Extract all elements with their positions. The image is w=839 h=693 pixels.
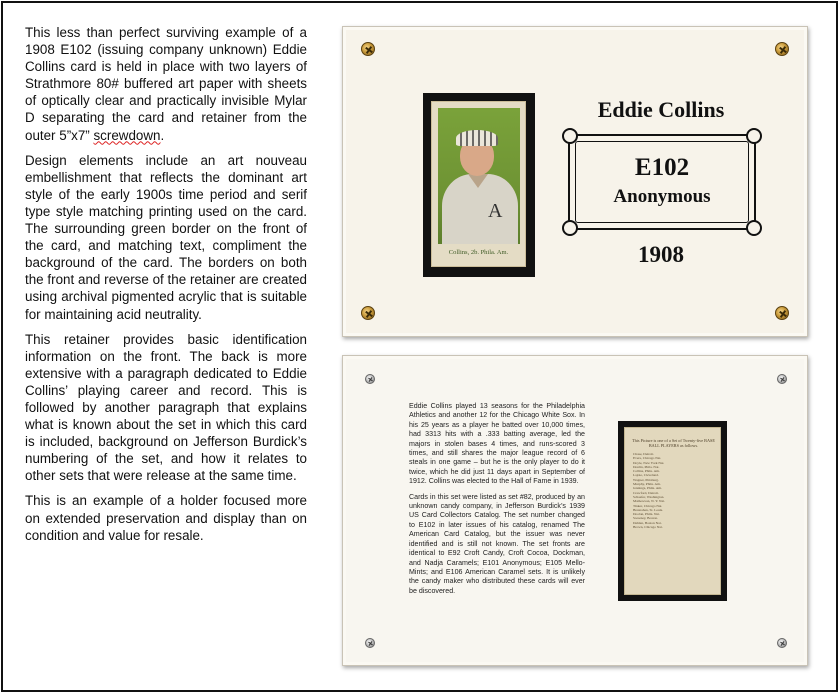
screw-icon xyxy=(775,306,789,320)
list-item: Crawford, Detroit. xyxy=(633,490,659,495)
list-item: Wagner, Pittsburg. xyxy=(633,477,659,482)
list-item: Murphy, Phila. Am. xyxy=(633,482,661,487)
issuer: Anonymous xyxy=(613,186,711,207)
screw-icon xyxy=(777,374,787,384)
list-item: Collins, Phila. Am. xyxy=(633,469,660,474)
player-name: Eddie Collins xyxy=(597,97,725,122)
list-item: Mathewson, N. Y. Nat. xyxy=(633,499,665,504)
card-front-frame xyxy=(423,93,535,277)
label-box xyxy=(568,134,756,230)
card-caption: Collins, 2b. Phila. Am. xyxy=(448,249,509,256)
back-text xyxy=(409,402,585,602)
list-item: Dahlen, Boston Nat. xyxy=(633,520,662,525)
list-item: Bresnahan, St. Louis. xyxy=(633,507,664,512)
list-item: Lajoie, Cleveland. xyxy=(633,473,659,478)
card-back-heading: This Picture is one of a Set of Twenty-five BASE BALL PLAYERS as follows. xyxy=(632,438,715,448)
description-paragraph: This is an example of a holder focused more on extended preservation and display than on condition and value for resale. xyxy=(25,493,307,543)
holder-front xyxy=(342,26,808,337)
list-item: Doyle, New York Nat. xyxy=(633,460,665,465)
screw-icon xyxy=(775,42,789,56)
list-item: Brown, Chicago Nat. xyxy=(633,525,663,530)
list-item: Donlin, Phila. Nat. xyxy=(633,464,660,469)
list-item: Jennings, Phila. Am. xyxy=(633,486,662,491)
card-back-list xyxy=(633,452,717,529)
list-item: Evers, Chicago Nat. xyxy=(633,456,662,461)
underlined-word: screwdown xyxy=(93,127,161,143)
card-front xyxy=(431,101,526,267)
screw-icon xyxy=(365,638,375,648)
description-paragraph: Design elements include an art nouveau embellishment that reflects the dominant art style of the early 1900s time period and serif type style matching printing used on the card. The surrounding green border on the front of the card, and matching text, compliment the background of the card. The borders on both the front and reverse of the retainer are created using archival pigmented acrylic that is suitable for maintaining acid neutrality. xyxy=(25,152,307,322)
screw-icon xyxy=(365,374,375,384)
list-item: Schaefer, Washington. xyxy=(633,494,665,499)
year: 1908 xyxy=(638,242,684,267)
card-back-frame xyxy=(618,421,727,601)
list-item: Tinker, Chicago Nat. xyxy=(633,503,663,508)
card-back xyxy=(624,427,721,595)
description-paragraph: This retainer provides basic identification information on the front. The back is more extensive with a paragraph dedicated to Eddie Collins’ playing career and record. This is followed by another paragraph that explains what is known about the set in which this card is included, background on Jefferson Burdick’s numbering of the set, and how it relates to other sets that were release at the same time. xyxy=(25,331,307,484)
description-text xyxy=(25,24,307,552)
player-portrait: A xyxy=(438,108,520,244)
screw-icon xyxy=(361,42,375,56)
list-item: Sweeney, Boston. xyxy=(633,516,658,521)
screw-icon xyxy=(361,306,375,320)
list-item: Doolan, Phila. Nat. xyxy=(633,512,660,517)
holder-back xyxy=(342,355,808,666)
set-code: E102 xyxy=(634,154,690,181)
list-item: Chase, Detroit. xyxy=(633,452,655,456)
description-paragraph: This less than perfect surviving example of a 1908 E102 (issuing company unknown) Eddie Collins card is held in place with two layers of Strathmore 80# buffered art paper with sheets of optically clear and practically invisible Mylar D separating the card and retainer from the outer 5”x7” screwdown. xyxy=(25,25,307,143)
set-paragraph: Cards in this set were listed as set #82, produced by an unknown candy company, in Jefferson Burdick’s 1939 US Card Collectors Catalog. The set number changed to E102 in later issues of his catalog, renamed The American Card Catalog, but the issuer was never identified and is still not known. The set fronts are identical to E92 Croft Candy, Croft Cocoa, Dockman, and Nadja Caramels; E101 Anonymous; E105 Mello-Mints; and E106 American Caramel sets. It is unlikely the candy maker who distributed these cards will ever be discovered. xyxy=(409,492,585,595)
career-paragraph: Eddie Collins played 13 seasons for the Philadelphia Athletics and another 12 for the Chicago White Sox. In his 25 years as a player he batted over 10,000 times, had 3313 hits with a .333 batting average, led the majors in stolen bases 4 times, and runs-scored 3 times, and still shares the major league record of 6 steals in one game – but he is the only player to do it twice, which he did just 11 days apart in September of 1912. Collins was elected to the Hall of Fame in 1939. xyxy=(409,402,585,486)
screw-icon xyxy=(777,638,787,648)
